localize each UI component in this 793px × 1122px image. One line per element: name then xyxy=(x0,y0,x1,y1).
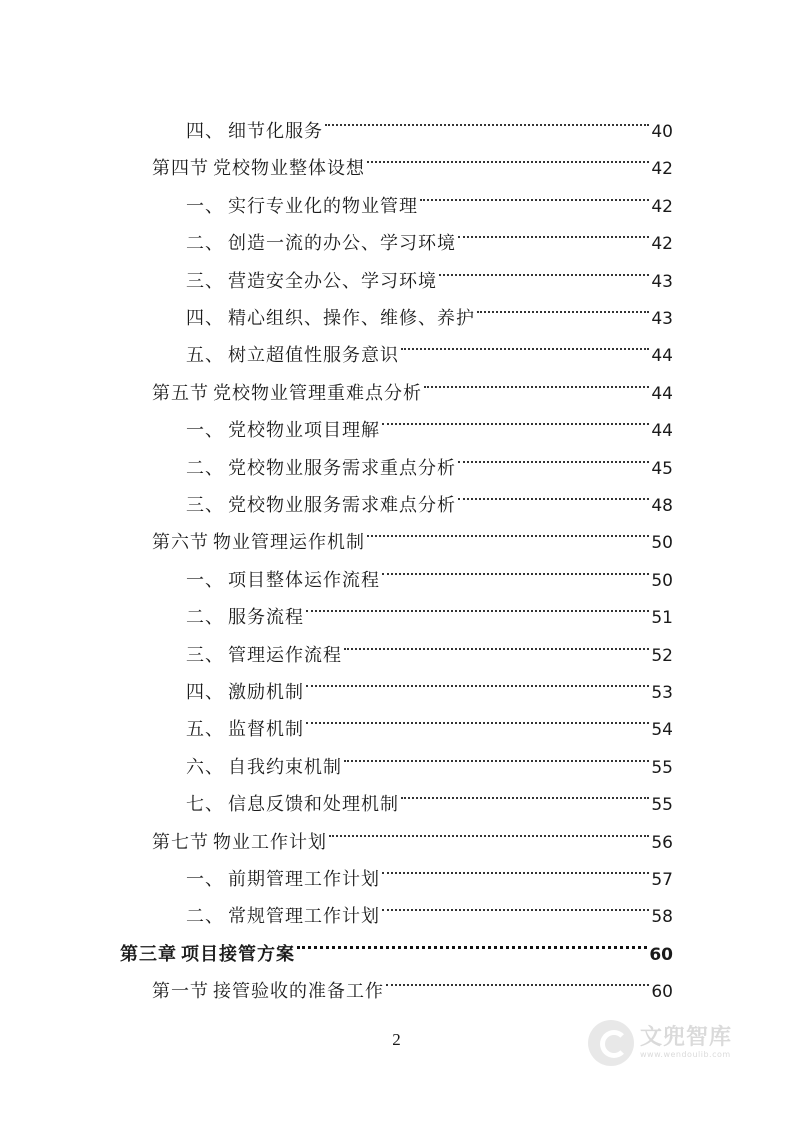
toc-dot-leader xyxy=(477,287,649,324)
toc-entry-page: 54 xyxy=(651,720,673,741)
toc-entry-prefix: 第六节 xyxy=(152,532,209,554)
toc-entry-page: 44 xyxy=(651,421,673,442)
watermark-name: 文兜智库 xyxy=(640,1025,733,1050)
toc-entry-text: 激励机制 xyxy=(228,682,304,703)
toc-entry-prefix: 第四节 xyxy=(152,158,209,180)
toc-dot-leader xyxy=(401,773,649,810)
toc-entry[interactable] xyxy=(152,137,673,180)
toc-dot-leader xyxy=(367,511,649,548)
toc-entry-text: 党校物业服务需求难点分析 xyxy=(228,495,456,516)
toc-entry[interactable] xyxy=(186,885,673,928)
toc-entry-text: 党校物业管理重难点分析 xyxy=(213,382,422,404)
toc-dot-leader xyxy=(344,624,649,661)
toc-entry-title xyxy=(152,973,384,1010)
toc-entry-text: 监督机制 xyxy=(228,719,304,741)
toc-entry[interactable] xyxy=(186,624,673,666)
toc-entry-page: 52 xyxy=(651,645,673,666)
toc-entry-prefix: 第五节 xyxy=(152,382,209,404)
toc-entry[interactable] xyxy=(186,773,673,816)
toc-dot-leader xyxy=(306,698,649,735)
toc-entry-page: 42 xyxy=(651,234,673,255)
toc-entry[interactable] xyxy=(186,175,673,217)
toc-entry-text: 项目接管方案 xyxy=(181,943,295,965)
toc-entry-text: 党校物业项目理解 xyxy=(228,420,380,442)
toc-dot-leader xyxy=(382,885,649,922)
toc-entry-page: 44 xyxy=(651,346,673,367)
watermark-text xyxy=(640,1026,732,1060)
toc-entry[interactable] xyxy=(186,661,673,703)
toc-entry[interactable] xyxy=(186,250,673,292)
wendou-logo-icon xyxy=(588,1020,634,1066)
toc-entry[interactable] xyxy=(186,287,673,329)
toc-entry-text: 细节化服务 xyxy=(228,121,323,142)
toc-dot-leader xyxy=(420,175,649,212)
toc-entry-prefix: 二、 xyxy=(186,457,224,479)
toc-entry-text: 创造一流的办公、学习环境 xyxy=(228,233,456,255)
toc-entry-text: 精心组织、操作、维修、养护 xyxy=(228,308,475,329)
toc-entry[interactable] xyxy=(152,511,673,554)
toc-dot-leader xyxy=(439,250,649,287)
toc-entry-text: 物业管理运作机制 xyxy=(213,532,365,554)
toc-entry-text: 信息反馈和处理机制 xyxy=(228,794,399,816)
toc-dot-leader xyxy=(458,212,649,249)
toc-entry-page: 44 xyxy=(651,383,673,404)
toc-entry[interactable] xyxy=(186,437,673,479)
toc-entry[interactable] xyxy=(186,324,673,367)
toc-entry-page: 50 xyxy=(651,533,673,554)
toc-entry-text: 树立超值性服务意识 xyxy=(228,345,399,367)
toc-entry-prefix: 五、 xyxy=(186,345,224,367)
toc-entry-page: 45 xyxy=(651,458,673,479)
toc-entry-page: 60 xyxy=(651,982,673,1003)
toc-entry-page: 57 xyxy=(651,870,673,890)
toc-entry[interactable] xyxy=(186,399,673,442)
toc-dot-leader xyxy=(401,324,649,361)
toc-entry[interactable] xyxy=(186,586,673,629)
toc-entry-prefix: 三、 xyxy=(186,644,224,666)
toc-entry-page: 43 xyxy=(651,309,673,329)
toc-entry[interactable] xyxy=(186,212,673,255)
toc-entry[interactable] xyxy=(152,960,673,1003)
toc-entry-prefix: 第一节 xyxy=(152,981,209,1003)
toc-dot-leader xyxy=(382,399,649,436)
toc-entry-page: 58 xyxy=(651,907,673,928)
toc-entry-text: 管理运作流程 xyxy=(228,644,342,666)
toc-entry-prefix: 四、 xyxy=(186,121,224,142)
toc-entry-text: 物业工作计划 xyxy=(213,831,327,853)
toc-entry-text: 常规管理工作计划 xyxy=(228,906,380,928)
toc-dot-leader xyxy=(382,848,649,885)
toc-dot-leader xyxy=(297,923,647,960)
toc-entry-text: 营造安全办公、学习环境 xyxy=(228,270,437,292)
toc-dot-leader xyxy=(367,137,649,174)
toc-entry-prefix: 第七节 xyxy=(152,831,209,853)
toc-entry-prefix: 六、 xyxy=(186,756,224,778)
toc-entry-text: 实行专业化的物业管理 xyxy=(228,195,418,217)
toc-dot-leader xyxy=(344,736,649,773)
toc-dot-leader xyxy=(306,661,649,698)
toc-entry-prefix: 一、 xyxy=(186,869,224,890)
toc-entry-prefix: 三、 xyxy=(186,270,224,292)
toc-entry-page: 42 xyxy=(651,196,673,217)
toc-entry-page: 55 xyxy=(651,757,673,778)
toc-entry-prefix: 二、 xyxy=(186,607,224,629)
toc-entry[interactable] xyxy=(120,923,673,965)
toc-entry-prefix: 七、 xyxy=(186,794,224,816)
toc-entry-page: 40 xyxy=(651,122,673,142)
toc-entry[interactable] xyxy=(152,362,673,404)
toc-entry-text: 前期管理工作计划 xyxy=(228,869,380,890)
toc-entry-text: 自我约束机制 xyxy=(228,756,342,778)
toc-entry-page: 53 xyxy=(651,683,673,703)
toc-entry-page: 48 xyxy=(651,496,673,516)
toc-entry-page: 56 xyxy=(651,832,673,853)
toc-entry-text: 党校物业服务需求重点分析 xyxy=(228,457,456,479)
toc-dot-leader xyxy=(306,586,649,623)
toc-entry[interactable] xyxy=(186,549,673,591)
toc-entry-text: 服务流程 xyxy=(228,607,304,629)
toc-dot-leader xyxy=(386,960,649,997)
toc-entry-page: 43 xyxy=(651,271,673,292)
page-number: 2 xyxy=(392,1030,401,1049)
toc-entry-page: 51 xyxy=(651,608,673,629)
toc-entry-prefix: 五、 xyxy=(186,719,224,741)
toc-entry[interactable] xyxy=(186,698,673,741)
toc-entry-prefix: 三、 xyxy=(186,495,224,516)
toc-dot-leader xyxy=(329,811,649,848)
toc-entry-prefix: 一、 xyxy=(186,569,224,591)
toc-entry-page: 42 xyxy=(651,159,673,180)
toc-entry[interactable] xyxy=(186,736,673,778)
toc-entry-prefix: 二、 xyxy=(186,233,224,255)
toc-entry-text: 项目整体运作流程 xyxy=(228,569,380,591)
toc-entry-prefix: 四、 xyxy=(186,682,224,703)
toc-entry-prefix: 四、 xyxy=(186,308,224,329)
toc-dot-leader xyxy=(424,362,649,399)
toc-entry[interactable] xyxy=(152,811,673,853)
toc-entry-prefix: 二、 xyxy=(186,906,224,928)
toc-entry[interactable] xyxy=(186,100,673,142)
toc-dot-leader xyxy=(325,100,649,137)
toc-dot-leader xyxy=(458,474,649,511)
toc-entry-text: 党校物业整体设想 xyxy=(213,158,365,180)
toc-entry-prefix: 一、 xyxy=(186,195,224,217)
toc-dot-leader xyxy=(382,549,649,586)
toc-entry-page: 55 xyxy=(651,795,673,816)
toc-entry-page: 50 xyxy=(651,570,673,591)
watermark xyxy=(588,1020,732,1066)
toc-dot-leader xyxy=(458,437,649,474)
toc-entry-prefix: 一、 xyxy=(186,420,224,442)
toc-entry-page: 60 xyxy=(649,944,673,965)
watermark-url: www.wendoulib.com xyxy=(640,1050,731,1059)
toc-entry[interactable] xyxy=(186,848,673,890)
toc-entry-text: 接管验收的准备工作 xyxy=(213,981,384,1003)
toc-entry-prefix: 第三章 xyxy=(120,943,177,965)
toc-entry[interactable] xyxy=(186,474,673,516)
